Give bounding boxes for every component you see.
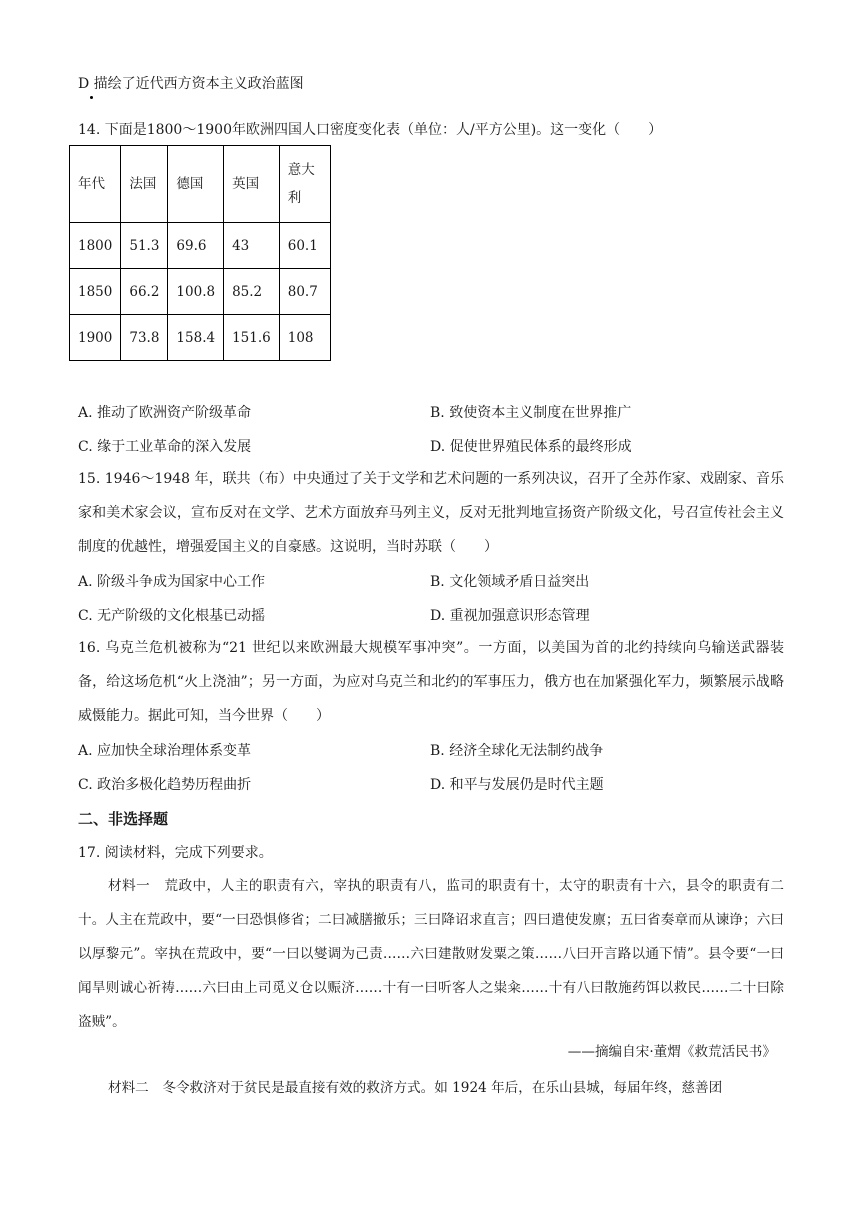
table-cell: 66.2 bbox=[121, 269, 168, 315]
table-header-cell: 法国 bbox=[121, 146, 168, 223]
table-row bbox=[70, 223, 331, 269]
q13-option-d: D 描绘了近代西方资本主义政治蓝图 bbox=[78, 76, 304, 92]
table-row bbox=[70, 269, 331, 315]
table-cell: 80.7 bbox=[279, 269, 330, 315]
population-density-table bbox=[69, 145, 331, 361]
section-heading: 二、非选择题 bbox=[78, 810, 169, 828]
q14-stem: 14. 下面是1800～1900年欧洲四国人口密度变化表（单位：人/平方公里)。这一变化（ ） bbox=[78, 122, 663, 138]
table-cell: 1800 bbox=[70, 223, 121, 269]
q16-option-a[interactable]: A. 应加快全球治理体系变革 bbox=[78, 743, 252, 759]
q14-option-d[interactable]: D. 促使世界殖民体系的最终形成 bbox=[430, 439, 632, 455]
table-header-cell: 意大利 bbox=[279, 146, 330, 223]
q17-material-2: 材料二 冬令救济对于贫民是最直接有效的救济方式。如 1924 年后，在乐山县城，每届年终，慈善团 bbox=[108, 1080, 723, 1096]
q17-source-1: ——摘编自宋·董煟《救荒活民书》 bbox=[567, 1044, 776, 1060]
table-header-cell: 德国 bbox=[168, 146, 224, 223]
q15-option-b[interactable]: B. 文化领域矛盾日益突出 bbox=[430, 574, 590, 590]
table-cell: 1900 bbox=[70, 315, 121, 361]
table-cell: 1850 bbox=[70, 269, 121, 315]
table-cell: 158.4 bbox=[168, 315, 224, 361]
table-cell: 60.1 bbox=[279, 223, 330, 269]
q15-option-c[interactable]: C. 无产阶级的文化根基已动摇 bbox=[78, 608, 266, 624]
q16-option-c[interactable]: C. 政治多极化趋势历程曲折 bbox=[78, 777, 252, 793]
table-cell: 85.2 bbox=[224, 269, 280, 315]
q16-option-b[interactable]: B. 经济全球化无法制约战争 bbox=[430, 743, 604, 759]
q16-option-d[interactable]: D. 和平与发展仍是时代主题 bbox=[430, 777, 604, 793]
table-cell: 51.3 bbox=[121, 223, 168, 269]
table-header-cell: 英国 bbox=[224, 146, 280, 223]
q17-material-1: 材料一 荒政中，人主的职责有六，宰执的职责有八，监司的职责有十，太守的职责有十六，县令的职责有二十。人主在荒政中，要“一曰恐惧修省；二曰减膳撤乐；三曰降诏求直言；四曰遣使发廪；五曰省奏章而从谏诤；六曰以厚黎元”。宰执在荒政中，要“一曰以燮调为己责……六曰建散财发粟之策……八曰开言路以通下情”。县令要“一曰闻旱则诚心祈祷……六曰由上司觅义仓以赈济……十有一曰听客人之粜籴……十有八曰散施药饵以救民……二十曰除盗贼”。 bbox=[78, 878, 784, 1030]
q16-stem: 16. 乌克兰危机被称为“21 世纪以来欧洲最大规模军事冲突”。一方面，以美国为首的北约持续向乌输送武器装备，给这场危机“火上浇油”；另一方面，为应对乌克兰和北约的军事压力，俄方也在加紧强化军力，频繁展示战略威慑能力。据此可知，当今世界（ ） bbox=[78, 640, 784, 724]
table-header-row bbox=[70, 146, 331, 223]
table-cell: 69.6 bbox=[168, 223, 224, 269]
q15-option-d[interactable]: D. 重视加强意识形态管理 bbox=[430, 608, 590, 624]
q14-option-b[interactable]: B. 致使资本主义制度在世界推广 bbox=[430, 405, 632, 421]
table-cell: 73.8 bbox=[121, 315, 168, 361]
emphasis-dot bbox=[90, 96, 93, 99]
table-cell: 100.8 bbox=[168, 269, 224, 315]
table-cell: 108 bbox=[279, 315, 330, 361]
q15-option-a[interactable]: A. 阶级斗争成为国家中心工作 bbox=[78, 574, 266, 590]
q15-stem: 15. 1946～1948 年，联共（布）中央通过了关于文学和艺术问题的一系列决议，召开了全苏作家、戏剧家、音乐家和美术家会议，宣布反对在文学、艺术方面放弃马列主义，反对无批判地宣扬资产阶级文化，号召宣传社会主义制度的优越性，增强爱国主义的自豪感。这说明，当时苏联（ ） bbox=[78, 471, 784, 555]
table-cell: 151.6 bbox=[224, 315, 280, 361]
table-header-cell: 年代 bbox=[70, 146, 121, 223]
q17-stem: 17. 阅读材料，完成下列要求。 bbox=[78, 845, 273, 861]
table-cell: 43 bbox=[224, 223, 280, 269]
table-row bbox=[70, 315, 331, 361]
q14-option-c[interactable]: C. 缘于工业革命的深入发展 bbox=[78, 439, 252, 455]
q14-option-a[interactable]: A. 推动了欧洲资产阶级革命 bbox=[78, 405, 252, 421]
